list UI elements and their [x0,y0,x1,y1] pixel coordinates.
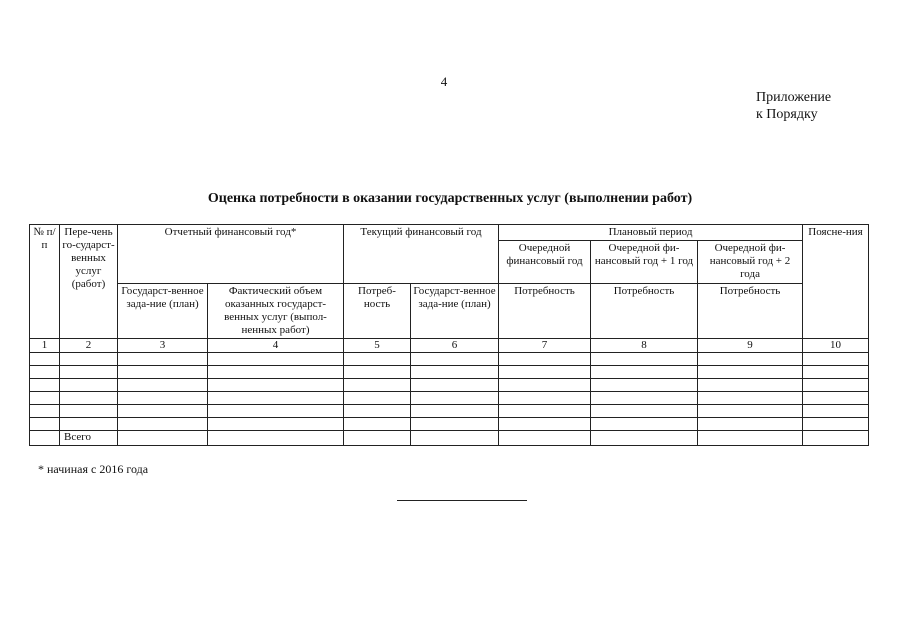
table-cell [803,431,869,446]
table-cell [499,379,591,392]
page-number: 4 [440,74,448,89]
table-cell [803,353,869,366]
table-cell [698,392,803,405]
table-cell [499,418,591,431]
table-cell [208,366,344,379]
table-cell [591,418,698,431]
table-row [30,418,869,431]
header-row-1 [30,225,869,241]
table-cell [30,366,60,379]
table-cell [208,353,344,366]
header-next-year-plus-2: Очередной фи-нансовый год + 2 года [698,241,803,284]
table-row [30,392,869,405]
column-number: 10 [803,339,869,353]
table-cell [698,405,803,418]
table-cell [208,405,344,418]
appendix-line-2: к Порядку [756,107,818,122]
header-actual-volume: Фактический объем оказанных государст-венных услуг (выпол-ненных работ) [208,284,344,339]
column-number: 4 [208,339,344,353]
column-number: 2 [60,339,118,353]
header-service-list: Пере-чень го-сударст-венных услуг (работ) [60,225,118,339]
header-need-next-year: Потребность [499,284,591,339]
table-cell [411,418,499,431]
footnote: * начиная с 2016 года [38,462,149,476]
table-cell [60,392,118,405]
header-notes: Поясне-ния [803,225,869,339]
table-cell [30,353,60,366]
table-cell [344,379,411,392]
header-row-3 [30,284,869,339]
table-cell [118,392,208,405]
table-cell [591,379,698,392]
table-cell [30,405,60,418]
column-number: 1 [30,339,60,353]
table-cell [411,353,499,366]
table-cell [118,353,208,366]
header-report-year: Отчетный финансовый год* [118,225,344,284]
table-cell [60,418,118,431]
appendix-label [756,89,831,123]
table-cell [411,366,499,379]
table-cell [591,405,698,418]
table-cell [344,405,411,418]
table-cell [30,392,60,405]
table-cell [499,392,591,405]
table-cell [591,353,698,366]
table-cell [803,405,869,418]
appendix-line-1: Приложение [756,90,832,105]
table-cell [208,392,344,405]
table-cell [344,431,411,446]
table-cell [118,418,208,431]
column-number: 3 [118,339,208,353]
table-cell [30,379,60,392]
total-row [30,431,869,446]
column-number-row [30,339,869,353]
table-cell [803,379,869,392]
table-cell [411,405,499,418]
table-cell [60,379,118,392]
table-cell [60,405,118,418]
header-need-current: Потреб-ность [344,284,411,339]
table-cell [344,366,411,379]
table-cell [698,379,803,392]
table-cell [30,418,60,431]
header-need-plus-1: Потребность [591,284,698,339]
document-title: Оценка потребности в оказании государственных услуг (выполнении работ) [207,191,693,206]
table-cell [499,353,591,366]
table-cell [803,366,869,379]
column-number: 7 [499,339,591,353]
table-cell [411,379,499,392]
table-row [30,405,869,418]
table-cell [803,418,869,431]
header-need-plus-2: Потребность [698,284,803,339]
table-cell [499,431,591,446]
column-number: 5 [344,339,411,353]
table-cell [698,366,803,379]
table-cell [411,431,499,446]
table-cell [698,418,803,431]
column-number: 9 [698,339,803,353]
table-cell [118,405,208,418]
table-cell [591,366,698,379]
table-cell [344,418,411,431]
table-row [30,379,869,392]
table-cell [499,405,591,418]
header-plan-period: Плановый период [499,225,803,241]
column-number: 6 [411,339,499,353]
header-next-year-plus-1: Очередной фи-нансовый год + 1 год [591,241,698,284]
table-cell [60,353,118,366]
table-cell [208,379,344,392]
table-cell [60,366,118,379]
table-cell [499,366,591,379]
table-cell [698,431,803,446]
table-cell [118,379,208,392]
table-cell [411,392,499,405]
header-no: № п/п [30,225,60,339]
table-cell [591,431,698,446]
table-row [30,353,869,366]
table-cell [208,418,344,431]
table-cell [118,431,208,446]
header-next-year: Очередной финансовый год [499,241,591,284]
header-state-task-plan: Государст-венное зада-ние (план) [118,284,208,339]
table-cell [591,392,698,405]
table-cell [344,353,411,366]
header-current-year: Текущий финансовый год [344,225,499,284]
separator-line [397,500,527,501]
table-cell [344,392,411,405]
table-cell [118,366,208,379]
table-cell [208,431,344,446]
total-label: Всего [60,431,118,446]
table-cell [698,353,803,366]
table-cell [803,392,869,405]
table-cell [30,431,60,446]
table-row [30,366,869,379]
needs-assessment-table [29,224,869,446]
column-number: 8 [591,339,698,353]
header-state-task-plan-current: Государст-венное зада-ние (план) [411,284,499,339]
